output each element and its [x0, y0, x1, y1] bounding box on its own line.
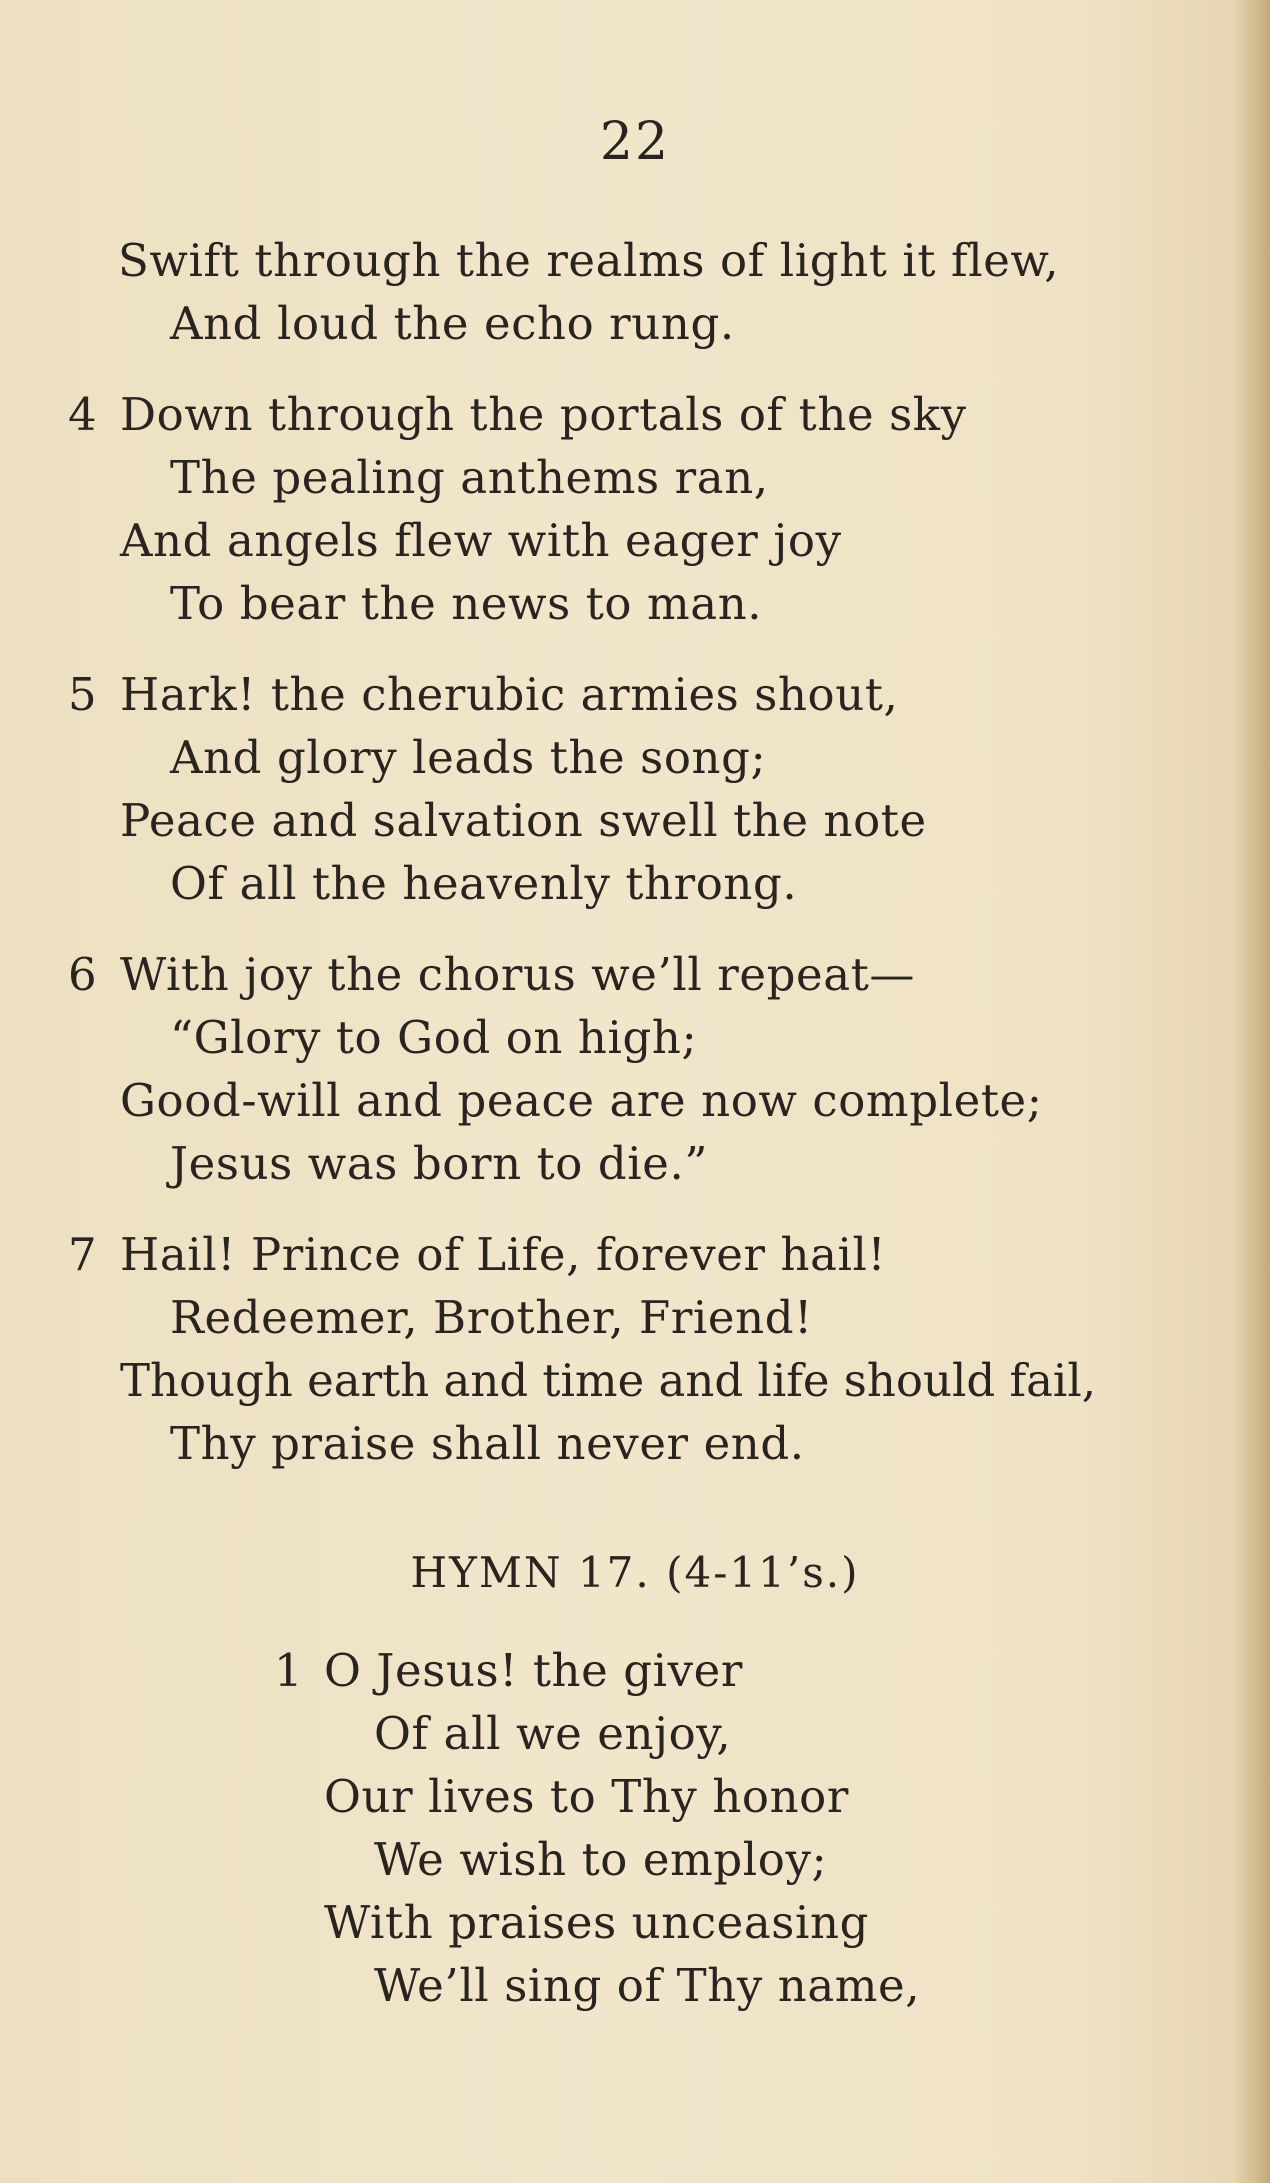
stanza-number: 4 [68, 388, 97, 441]
verse-line: To bear the news to man. [170, 577, 763, 630]
verse-line: “Glory to God on high; [170, 1011, 698, 1064]
verse-line: Though earth and time and life should fail, [120, 1354, 1097, 1407]
page-edge-shadow [1234, 0, 1270, 2183]
verse-line: We’ll sing of Thy name, [374, 1959, 921, 2012]
verse-line: Good-will and peace are now complete; [120, 1074, 1043, 1127]
stanza-number: 5 [68, 668, 97, 721]
verse-line: With joy the chorus we’ll repeat— [120, 948, 915, 1001]
verse-line: Hark! the cherubic armies shout, [120, 668, 899, 721]
verse-line: Hail! Prince of Life, forever hail! [120, 1228, 887, 1281]
verse-line: Our lives to Thy honor [324, 1770, 849, 1823]
stanza-number: 7 [68, 1228, 97, 1281]
page-number: 22 [599, 112, 671, 172]
verse-line: The pealing anthems ran, [170, 451, 769, 504]
verse-line: Down through the portals of the sky [120, 388, 967, 441]
verse-line: Of all we enjoy, [374, 1707, 732, 1760]
verse-line: And angels flew with eager joy [120, 514, 842, 567]
hymn-title: HYMN 17. (4-11’s.) [410, 1548, 860, 1597]
verse-line: And glory leads the song; [170, 731, 767, 784]
stanza-number: 6 [68, 948, 97, 1001]
verse-line: Redeemer, Brother, Friend! [170, 1291, 813, 1344]
verse-line: Swift through the realms of light it flew, [118, 234, 1060, 287]
verse-line: Peace and salvation swell the note [120, 794, 927, 847]
verse-line: O Jesus! the giver [324, 1644, 743, 1697]
stanza-number: 1 [274, 1644, 303, 1697]
verse-line: Jesus was born to die.” [170, 1137, 709, 1190]
verse-line: And loud the echo rung. [170, 297, 735, 350]
verse-line: Of all the heavenly throng. [170, 857, 798, 910]
verse-line: We wish to employ; [374, 1833, 828, 1886]
verse-line: Thy praise shall never end. [170, 1417, 805, 1470]
verse-line: With praises unceasing [324, 1896, 869, 1949]
